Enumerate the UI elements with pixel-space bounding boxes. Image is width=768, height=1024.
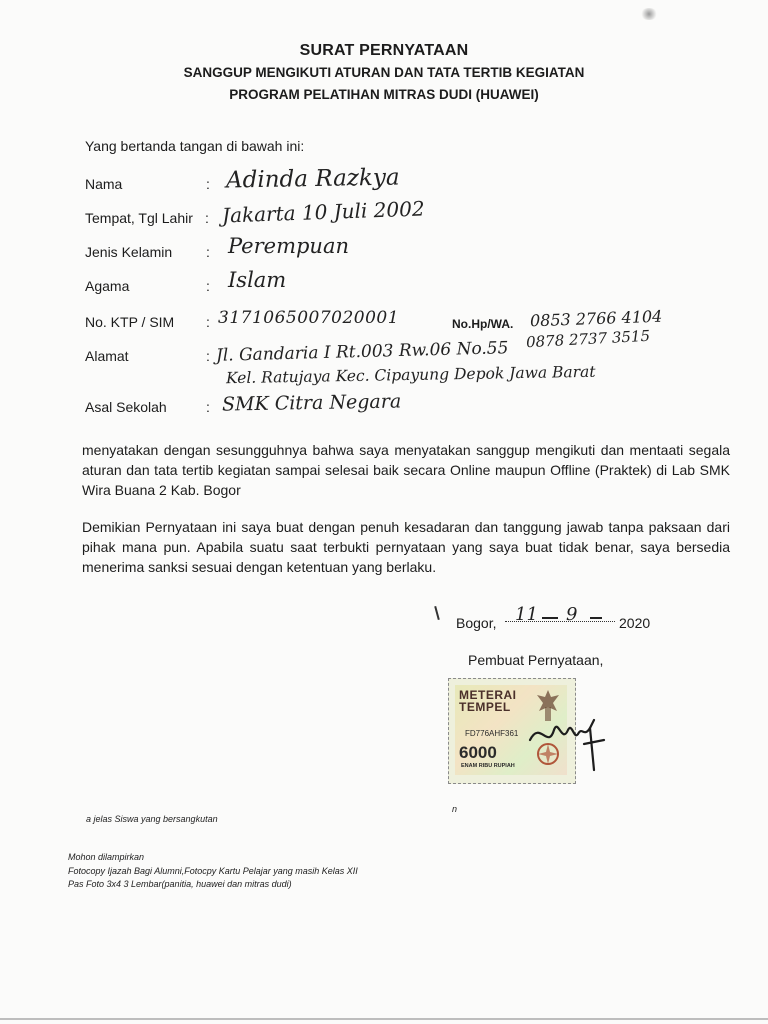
field-colon-agama: : <box>206 278 210 294</box>
field-label-ttl: Tempat, Tgl Lahir <box>85 210 193 226</box>
signing-month: 9 <box>566 604 578 625</box>
field-value-ktp: 3171065007020001 <box>218 308 400 328</box>
attachment-item-2: Pas Foto 3x4 3 Lembar(panitia, huawei dan mitras dudi) <box>68 879 292 889</box>
field-value-ttl: Jakarta 10 Juli 2002 <box>221 196 425 228</box>
stamp-serial: FD776AHF361 <box>465 729 519 738</box>
field-label-jenis-kelamin: Jenis Kelamin <box>85 244 173 260</box>
field-label-hp: No.Hp/WA. <box>452 317 514 331</box>
document-title: SURAT PERNYATAAN <box>299 42 469 59</box>
document-subtitle-2: PROGRAM PELATIHAN MITRAS DUDI (HUAWEI) <box>229 87 539 102</box>
signature-icon <box>520 700 610 780</box>
field-label-alamat: Alamat <box>85 348 129 364</box>
field-colon-ktp: : <box>206 314 210 330</box>
intro-text: Yang bertanda tangan di bawah ini: <box>85 138 305 154</box>
small-mark: n <box>452 804 458 814</box>
attachment-title: Mohon dilampirkan <box>68 852 145 862</box>
field-value-alamat-1: Jl. Gandaria I Rt.003 Rw.06 No.55 <box>215 338 509 366</box>
field-colon-alamat: : <box>206 348 210 364</box>
field-label-nama: Nama <box>85 176 123 192</box>
date-dash-1 <box>542 617 558 619</box>
stray-mark <box>434 606 440 620</box>
closing-paragraph: Demikian Pernyataan ini saya buat dengan penuh kesadaran dan tanggung jawab tanpa paksaan dari pihak mana pun. Apabila suatu saat terbukti pernyataan yang saya buat tidak benar, saya bersedia menerima sanksi sesuai dengan ketentuan yang berlaku. <box>82 519 730 575</box>
date-dash-2 <box>590 617 602 619</box>
field-value-asal-sekolah: SMK Citra Negara <box>221 390 402 416</box>
field-colon-nama: : <box>206 176 210 192</box>
field-label-agama: Agama <box>85 278 130 294</box>
field-label-ktp: No. KTP / SIM <box>85 314 175 330</box>
name-caption: a jelas Siswa yang bersangkutan <box>86 814 218 824</box>
field-colon-asal-sekolah: : <box>206 399 210 415</box>
field-colon-jenis-kelamin: : <box>206 244 210 260</box>
signing-place: Bogor, <box>456 615 497 631</box>
field-value-hp-2: 0878 2737 3515 <box>525 326 651 352</box>
document-subtitle-1: SANGGUP MENGIKUTI ATURAN DAN TATA TERTIB KEGIATAN <box>183 65 585 80</box>
stamp-value: 6000 <box>459 743 497 762</box>
stamp-title-2: TEMPEL <box>459 700 511 714</box>
stamp-words: ENAM RIBU RUPIAH <box>461 763 515 769</box>
field-value-alamat-2: Kel. Ratujaya Kec. Cipayung Depok Jawa Barat <box>225 362 596 388</box>
field-value-jenis-kelamin: Perempuan <box>228 234 350 258</box>
field-value-nama: Adinda Razkya <box>225 164 400 194</box>
field-value-hp-1: 0853 2766 4104 <box>529 306 663 331</box>
signing-day: 11 <box>515 604 538 625</box>
field-value-agama: Islam <box>228 268 287 292</box>
signing-year: 2020 <box>619 615 651 631</box>
page-bottom-edge <box>0 1018 768 1020</box>
maker-label: Pembuat Pernyataan, <box>468 652 604 668</box>
scan-speck <box>640 8 658 20</box>
stamp-title-1: METERAI <box>459 688 517 702</box>
attachment-item-1: Fotocopy Ijazah Bagi Alumni,Fotocpy Kartu Pelajar yang masih Kelas XII <box>68 866 358 876</box>
field-label-asal-sekolah: Asal Sekolah <box>85 399 167 415</box>
statement-paragraph: menyatakan dengan sesungguhnya bahwa saya menyatakan sanggup mengikuti dan mentaati segala aturan dan tata tertib kegiatan sampai selesai baik secara Online maupun Offline (Praktek) di Lab SMK Wira Buana 2 Kab. Bogor <box>82 442 730 498</box>
field-colon-ttl: : <box>205 210 209 226</box>
